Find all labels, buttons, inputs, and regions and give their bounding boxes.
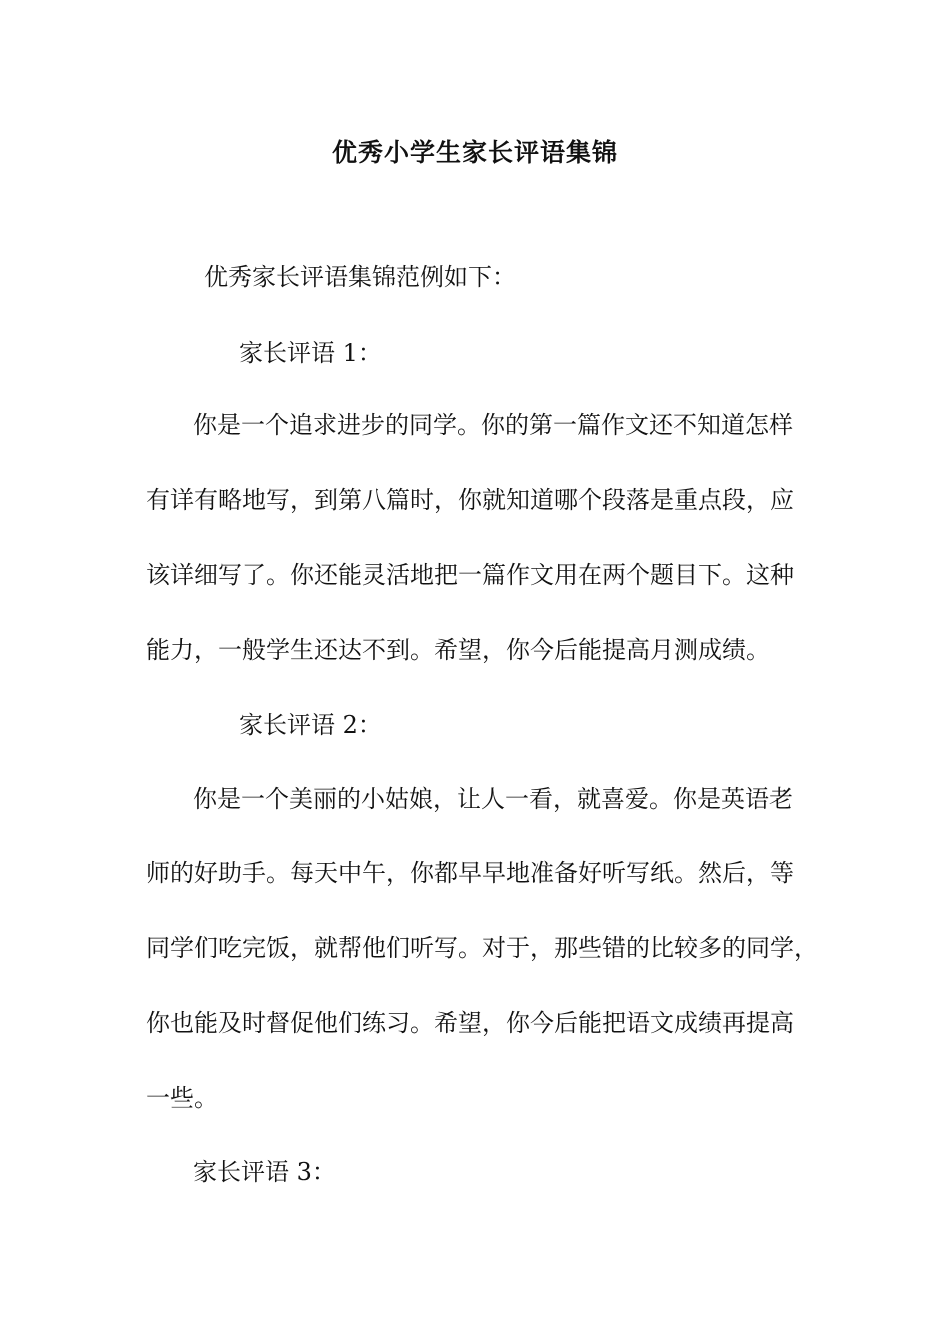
section-1-line-2: 有详有略地写，到第八篇时，你就知道哪个段落是重点段，应 [146, 486, 794, 514]
section-2-line-5: 一些。 [146, 1084, 218, 1112]
section-1-line-3: 该详细写了。你还能灵活地把一篇作文用在两个题目下。这种 [146, 561, 794, 589]
intro-text: 优秀家长评语集锦范例如下： [204, 263, 516, 291]
section-heading-3: 家长评语 3： [193, 1158, 336, 1186]
section-2-line-3: 同学们吃完饭，就帮他们听写。对于，那些错的比较多的同学， [146, 934, 818, 962]
section-2-line-2: 师的好助手。每天中午，你都早早地准备好听写纸。然后，等 [146, 859, 794, 887]
section-1-line-1: 你是一个追求进步的同学。你的第一篇作文还不知道怎样 [193, 411, 793, 439]
document-title: 优秀小学生家长评语集锦 [331, 138, 618, 167]
section-2-line-4: 你也能及时督促他们练习。希望，你今后能把语文成绩再提高 [146, 1009, 794, 1037]
section-heading-2: 家长评语 2： [239, 711, 382, 739]
section-1-line-4: 能力，一般学生还达不到。希望，你今后能提高月测成绩。 [146, 636, 770, 664]
section-2-line-1: 你是一个美丽的小姑娘，让人一看，就喜爱。你是英语老 [193, 785, 793, 813]
section-heading-1: 家长评语 1： [239, 339, 382, 367]
